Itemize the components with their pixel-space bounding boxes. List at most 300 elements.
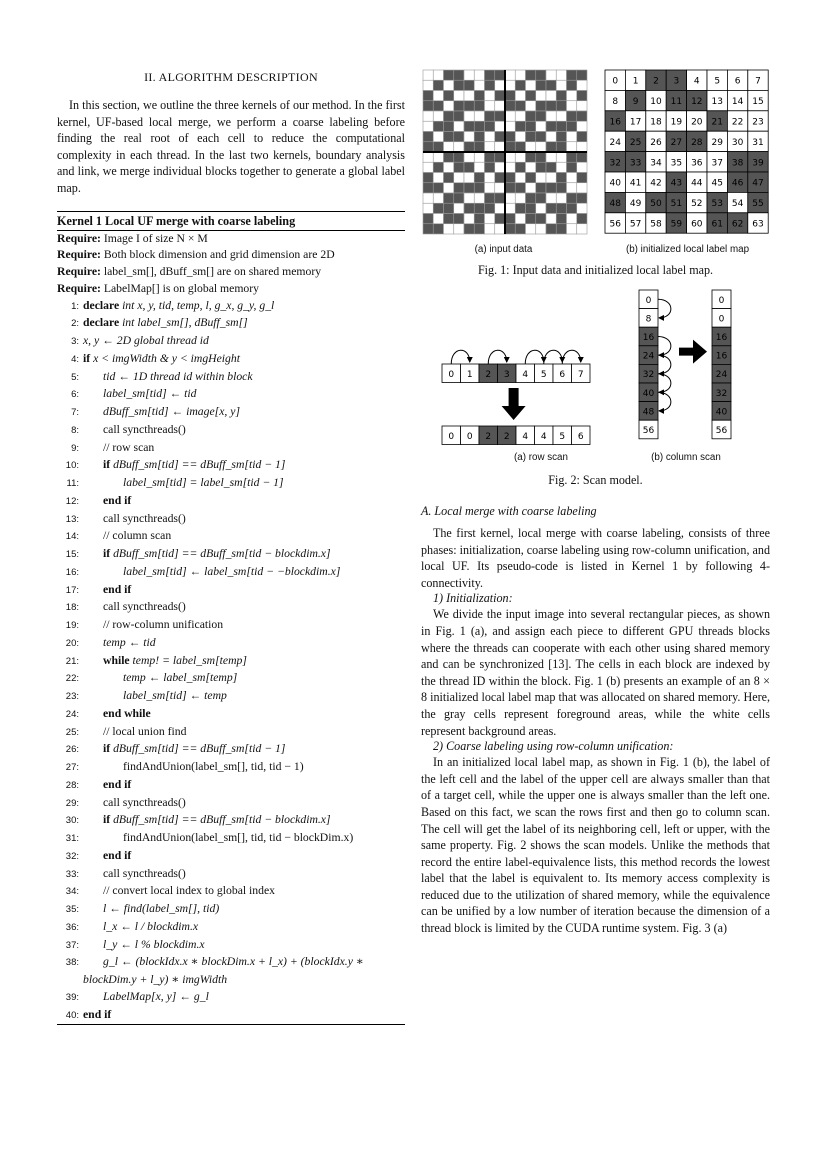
algorithm-line — [57, 422, 405, 440]
line-text: dBuff_sm[tid] == dBuff_sm[tid − blockdim.x] — [110, 813, 331, 827]
label-cell-value: 32 — [609, 158, 621, 169]
label-cell-value: 16 — [609, 117, 621, 128]
input-cell — [556, 152, 566, 162]
line-text: dBuff_sm[tid] == dBuff_sm[tid − 1] — [110, 742, 286, 756]
input-cell — [515, 121, 525, 131]
fig1-caption: Fig. 1: Input data and initialized local label map. — [477, 263, 714, 277]
input-cell — [454, 111, 464, 121]
row-before-value: 3 — [503, 369, 510, 380]
input-cell — [536, 173, 546, 183]
input-cell — [577, 162, 587, 172]
input-cell — [556, 214, 566, 224]
input-cell — [546, 193, 556, 203]
input-cell — [526, 224, 536, 234]
row-scan-result-arrow — [502, 388, 526, 420]
col-before-value: 56 — [642, 426, 655, 436]
input-cell — [505, 214, 515, 224]
algorithm-line — [57, 724, 405, 742]
line-number: 25: — [65, 726, 79, 738]
input-cell — [505, 162, 515, 172]
input-cell — [464, 173, 474, 183]
algorithm-title: Kernel 1 Local UF merge with coarse labeling — [57, 212, 405, 231]
line-text: // convert local index to global index — [103, 884, 276, 898]
label-cell-value: 39 — [752, 158, 764, 169]
line-keyword: end if — [83, 1007, 112, 1021]
input-cell — [485, 224, 495, 234]
line-number: 13: — [65, 513, 79, 525]
label-cell-value: 35 — [670, 158, 683, 169]
label-cell-value: 48 — [609, 199, 621, 210]
label-cell-value: 2 — [653, 76, 659, 87]
algorithm-line — [57, 812, 405, 830]
line-text: dBuff_sm[tid] == dBuff_sm[tid − blockdim.x] — [110, 547, 331, 561]
section-a-paragraph: The first kernel, local merge with coarse labeling, consists of three phases: initialization, coarse labeling using row-column unification, and local UF. Its pseudo-code is listed in Kernel 1 by following 4-connectivity. — [421, 526, 770, 590]
input-cell — [515, 162, 525, 172]
fig2b-caption: (b) column scan — [651, 452, 721, 463]
input-cell — [577, 111, 587, 121]
input-cell — [423, 224, 433, 234]
label-cell-value: 49 — [629, 199, 642, 210]
input-cell — [464, 152, 474, 162]
col-scan-arrow — [658, 374, 671, 393]
label-cell-value: 9 — [632, 97, 639, 108]
input-cell — [526, 183, 536, 193]
input-cell — [536, 142, 546, 152]
label-cell-value: 22 — [731, 117, 744, 128]
col-scan-arrow — [658, 299, 671, 318]
input-cell — [454, 121, 464, 131]
line-number: 14: — [65, 531, 79, 543]
input-cell — [485, 142, 495, 152]
input-cell — [474, 111, 484, 121]
input-cell — [474, 224, 484, 234]
label-cell-value: 11 — [670, 97, 683, 108]
input-cell — [433, 214, 443, 224]
label-cell-value: 31 — [752, 137, 764, 148]
row-before-value: 6 — [559, 369, 566, 380]
row-scan-arrow — [451, 350, 470, 364]
input-cell — [464, 214, 474, 224]
input-cell — [474, 193, 484, 203]
input-cell — [454, 70, 464, 80]
line-text: // row scan — [103, 440, 155, 454]
input-cell — [505, 121, 515, 131]
line-number: 1: — [71, 300, 79, 312]
line-text: tid ← 1D thread id within block — [103, 369, 253, 383]
input-cell — [577, 214, 587, 224]
line-number: 38: — [65, 957, 79, 969]
input-cell — [536, 224, 546, 234]
line-number: 33: — [65, 868, 79, 880]
label-cell-value: 8 — [612, 97, 619, 108]
row-scan-arrow — [525, 350, 544, 364]
require-line — [57, 247, 405, 264]
input-cell — [485, 183, 495, 193]
col-after-value: 40 — [715, 407, 728, 418]
input-cell — [526, 101, 536, 111]
input-cell — [546, 91, 556, 101]
line-number: 10: — [65, 460, 79, 472]
col-before-value: 32 — [642, 370, 655, 381]
line-text: temp ← label_sm[temp] — [123, 671, 238, 685]
input-cell — [423, 132, 433, 142]
input-cell — [495, 142, 505, 152]
input-cell — [505, 203, 515, 213]
input-cell — [515, 101, 525, 111]
input-cell — [556, 80, 566, 90]
col-after-value: 56 — [715, 426, 728, 436]
input-cell — [505, 70, 515, 80]
line-number: 21: — [65, 655, 79, 667]
input-cell — [526, 111, 536, 121]
input-cell — [556, 162, 566, 172]
input-cell — [495, 80, 505, 90]
input-cell — [454, 214, 464, 224]
label-cell-value: 17 — [629, 117, 642, 128]
require-list — [57, 231, 405, 298]
input-cell — [546, 101, 556, 111]
label-cell-value: 4 — [693, 76, 700, 87]
input-cell — [474, 162, 484, 172]
line-text: label_sm[tid] ← tid — [103, 387, 197, 401]
input-cell — [433, 132, 443, 142]
input-cell — [423, 203, 433, 213]
algorithm-line — [57, 493, 405, 511]
label-cell-value: 62 — [731, 219, 744, 230]
row-before-value: 0 — [448, 369, 455, 380]
input-cell — [464, 203, 474, 213]
input-cell — [464, 183, 474, 193]
intro-paragraph: In this section, we outline the three kernels of our method. In the first kernel, UF-based local merge, we perform a coarse labeling before finding the real root of each cell to reduce the computational complexity in each thread. In the last two kernels, boundary analysis and link, we merge individual blocks together to generate a global label map. — [57, 98, 405, 195]
line-text: blockDim.y + l_y) ∗ imgWidth — [83, 973, 228, 987]
input-cell — [536, 121, 546, 131]
label-cell-value: 41 — [629, 178, 642, 189]
input-cell — [433, 193, 443, 203]
input-cell — [526, 193, 536, 203]
label-cell-value: 27 — [670, 137, 683, 148]
row-before-value: 4 — [522, 369, 529, 380]
line-text: call syncthreads() — [103, 866, 186, 880]
col-after-value: 0 — [718, 314, 725, 325]
input-cell — [433, 152, 443, 162]
label-cell-value: 38 — [731, 158, 744, 169]
algorithm-line — [57, 386, 405, 404]
line-keyword: if — [83, 351, 91, 365]
label-cell-value: 15 — [752, 97, 764, 108]
input-cell — [474, 121, 484, 131]
input-cell — [454, 80, 464, 90]
line-number: 31: — [65, 833, 79, 845]
input-cell — [464, 70, 474, 80]
row-after-value: 4 — [522, 431, 529, 442]
row-after-value: 5 — [559, 431, 566, 442]
input-cell — [505, 91, 515, 101]
input-cell — [556, 111, 566, 121]
line-number: 28: — [65, 779, 79, 791]
line-text: x < imgWidth & y < imgHeight — [90, 351, 240, 365]
require-line — [57, 231, 405, 248]
line-number: 7: — [71, 407, 79, 419]
label-cell-value: 1 — [632, 76, 639, 87]
line-keyword: end if — [103, 493, 132, 507]
input-cell — [556, 132, 566, 142]
col-scan-arrow — [658, 355, 671, 374]
col-after-value: 0 — [718, 295, 725, 306]
line-keyword: if — [103, 742, 111, 756]
input-cell — [567, 183, 577, 193]
algorithm-line — [57, 457, 405, 475]
label-cell-value: 47 — [752, 178, 764, 189]
input-cell — [546, 142, 556, 152]
input-cell — [474, 101, 484, 111]
label-cell-value: 6 — [734, 76, 741, 87]
input-cell — [526, 91, 536, 101]
input-cell — [474, 132, 484, 142]
line-text: g_l ← (blockIdx.x ∗ blockDim.x + l_x) + (blockIdx.y ∗ — [103, 955, 364, 969]
label-map-grid — [605, 70, 768, 233]
input-cell — [515, 193, 525, 203]
input-cell — [454, 152, 464, 162]
line-text: findAndUnion(label_sm[], tid, tid − 1) — [123, 760, 304, 774]
label-cell-value: 5 — [714, 76, 721, 87]
input-cell — [423, 162, 433, 172]
input-cell — [556, 142, 566, 152]
line-number: 3: — [71, 336, 79, 348]
algorithm-box — [57, 211, 405, 1026]
input-cell — [485, 70, 495, 80]
line-number: 37: — [65, 939, 79, 951]
line-number: 22: — [65, 673, 79, 685]
line-keyword: end while — [103, 706, 151, 720]
line-number: 18: — [65, 602, 79, 614]
input-cell — [454, 101, 464, 111]
input-cell — [577, 173, 587, 183]
input-cell — [474, 203, 484, 213]
input-cell — [567, 142, 577, 152]
input-cell — [567, 121, 577, 131]
input-cell — [454, 173, 464, 183]
col-before-value: 16 — [642, 333, 655, 343]
input-cell — [567, 152, 577, 162]
input-cell — [433, 142, 443, 152]
input-data-grid — [423, 70, 587, 234]
line-keyword: if — [103, 458, 111, 472]
input-cell — [495, 162, 505, 172]
input-cell — [515, 80, 525, 90]
input-cell — [526, 132, 536, 142]
input-cell — [485, 193, 495, 203]
input-cell — [526, 203, 536, 213]
input-cell — [546, 111, 556, 121]
input-cell — [567, 193, 577, 203]
require-text: Both block dimension and grid dimension are 2D — [100, 248, 335, 262]
line-keyword: if — [103, 813, 111, 827]
algorithm-line — [57, 795, 405, 813]
row-after-value: 2 — [485, 431, 492, 442]
algorithm-line — [57, 954, 405, 972]
line-number: 40: — [65, 1009, 79, 1021]
input-cell — [526, 173, 536, 183]
input-cell — [433, 80, 443, 90]
input-cell — [444, 173, 454, 183]
input-cell — [433, 203, 443, 213]
input-cell — [577, 101, 587, 111]
algorithm-line — [57, 528, 405, 546]
line-keyword: end if — [103, 848, 132, 862]
algorithm-line — [57, 369, 405, 387]
row-before-value: 2 — [485, 369, 492, 380]
input-cell — [444, 152, 454, 162]
col-before-value: 24 — [642, 351, 655, 362]
line-number: 6: — [71, 389, 79, 401]
col-after-value: 32 — [715, 388, 728, 399]
algorithm-line — [57, 866, 405, 884]
input-cell — [536, 214, 546, 224]
input-cell — [515, 70, 525, 80]
input-cell — [515, 142, 525, 152]
algorithm-lines — [57, 298, 405, 1025]
section-title: II. ALGORITHM DESCRIPTION — [144, 70, 318, 84]
row-after-value: 0 — [448, 431, 455, 442]
input-cell — [505, 142, 515, 152]
input-cell — [567, 132, 577, 142]
label-cell-value: 63 — [752, 219, 764, 230]
input-cell — [546, 183, 556, 193]
scan-model — [442, 290, 731, 445]
input-cell — [536, 203, 546, 213]
line-number: 30: — [65, 815, 79, 827]
input-cell — [423, 121, 433, 131]
row-after-value: 2 — [503, 431, 510, 442]
input-cell — [505, 224, 515, 234]
input-cell — [546, 132, 556, 142]
label-cell-value: 12 — [691, 97, 703, 108]
input-cell — [546, 80, 556, 90]
input-cell — [505, 111, 515, 121]
input-cell — [495, 111, 505, 121]
label-cell-value: 46 — [731, 178, 744, 189]
input-cell — [423, 214, 433, 224]
input-cell — [474, 214, 484, 224]
input-cell — [464, 101, 474, 111]
label-cell-value: 54 — [731, 199, 744, 210]
input-cell — [474, 173, 484, 183]
line-number: 16: — [65, 566, 79, 578]
input-cell — [546, 173, 556, 183]
input-cell — [505, 193, 515, 203]
line-number: 39: — [65, 991, 79, 1003]
label-cell-value: 44 — [691, 178, 703, 189]
input-cell — [515, 173, 525, 183]
input-cell — [515, 224, 525, 234]
label-cell-value: 25 — [629, 137, 642, 148]
line-text: int label_sm[], dBuff_sm[] — [119, 316, 248, 330]
input-cell — [464, 111, 474, 121]
input-cell — [485, 111, 495, 121]
input-cell — [485, 162, 495, 172]
input-cell — [577, 224, 587, 234]
algorithm-line — [57, 635, 405, 653]
input-cell — [495, 214, 505, 224]
label-cell-value: 43 — [670, 178, 683, 189]
input-cell — [433, 224, 443, 234]
algorithm-line — [57, 848, 405, 866]
input-cell — [505, 173, 515, 183]
row-scan-arrow — [488, 350, 507, 364]
row-scan-arrow — [544, 350, 563, 364]
input-cell — [536, 152, 546, 162]
label-cell-value: 20 — [691, 117, 703, 128]
input-cell — [495, 70, 505, 80]
subsection-2-paragraph: In an initialized local label map, as shown in Fig. 1 (b), the label of the left cell and the label of the upper cell are always smaller than that of a target cell, while the upper one is always smaller than the left one. Based on this fact, we scan the rows first and then go to column scan. The cell will get the label of its neighboring cell, left or upper, with the same property. Fig. 2 shows the scan models. Unlike the methods that record the entire label-equivalence lists, this method records the lowest label that the label is equivalent to. Its memory access complexity is reduced due to the utilization of shared memory, while the equivalence can be unified by a low number of iteration because the dimension of a thread block is limited by the CUDA runtime system. Fig. 3 (a) — [421, 755, 770, 936]
line-text: findAndUnion(label_sm[], tid, tid − blockDim.x) — [123, 831, 354, 845]
require-line — [57, 264, 405, 281]
input-cell — [454, 162, 464, 172]
input-cell — [495, 121, 505, 131]
line-keyword: declare — [83, 316, 120, 330]
input-cell — [433, 183, 443, 193]
input-cell — [536, 183, 546, 193]
line-text: // column scan — [103, 529, 172, 543]
input-cell — [577, 183, 587, 193]
input-cell — [515, 91, 525, 101]
col-before-value: 8 — [645, 314, 652, 325]
input-cell — [556, 101, 566, 111]
fig1a-caption: (a) input data — [474, 244, 533, 255]
input-cell — [515, 152, 525, 162]
label-cell-value: 36 — [691, 158, 703, 169]
input-cell — [454, 224, 464, 234]
input-cell — [577, 203, 587, 213]
label-cell-value: 29 — [711, 137, 723, 148]
input-cell — [485, 80, 495, 90]
label-cell-value: 40 — [609, 178, 621, 189]
row-scan-arrow — [562, 350, 581, 364]
col-scan-arrow — [658, 392, 671, 411]
input-cell — [444, 193, 454, 203]
label-cell-value: 37 — [711, 158, 723, 169]
input-cell — [433, 162, 443, 172]
input-cell — [567, 173, 577, 183]
algorithm-line — [57, 546, 405, 564]
line-text: // local union find — [103, 724, 187, 738]
input-cell — [423, 80, 433, 90]
input-cell — [423, 91, 433, 101]
input-cell — [464, 132, 474, 142]
input-cell — [577, 80, 587, 90]
input-cell — [526, 121, 536, 131]
input-cell — [485, 173, 495, 183]
line-text: x, y ← 2D global thread id — [83, 334, 209, 348]
input-cell — [556, 121, 566, 131]
line-text: LabelMap[x, y] ← g_l — [103, 989, 209, 1003]
input-cell — [454, 132, 464, 142]
label-cell-value: 0 — [612, 76, 619, 87]
algorithm-line — [57, 706, 405, 724]
line-text: label_sm[tid] ← temp — [123, 689, 227, 703]
line-number: 23: — [65, 691, 79, 703]
input-cell — [556, 193, 566, 203]
input-cell — [423, 193, 433, 203]
col-after-value: 24 — [715, 370, 728, 381]
section-a-heading: A. Local merge with coarse labeling — [421, 504, 597, 518]
input-cell — [444, 121, 454, 131]
input-cell — [485, 214, 495, 224]
algorithm-line — [57, 511, 405, 529]
input-cell — [474, 142, 484, 152]
col-scan-result-arrow — [679, 340, 707, 364]
line-text: l_y ← l % blockdim.x — [103, 937, 205, 951]
